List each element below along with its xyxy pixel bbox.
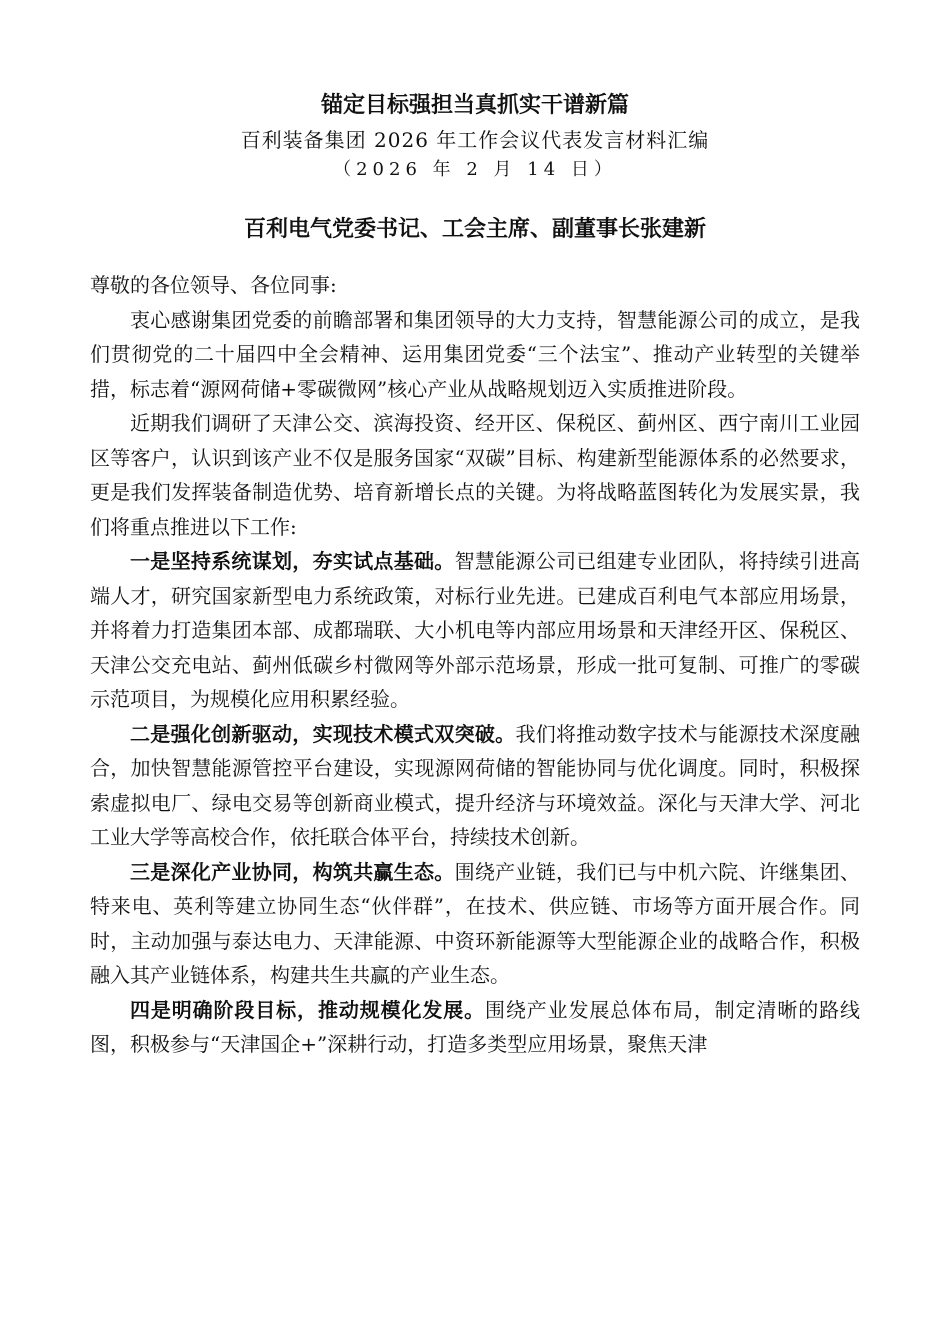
- paragraph-thanks: 衷心感谢集团党委的前瞻部署和集团领导的大力支持，智慧能源公司的成立，是我们贯彻党的二十届四中全会精神、运用集团党委“三个法宝”、推动产业转型的关键举措，标志着“源网荷储+零碳微网”核心产业从战略规划迈入实质推进阶段。: [90, 307, 860, 401]
- paragraph-point-three: [90, 855, 860, 993]
- salutation: 尊敬的各位领导、各位同事:: [90, 273, 337, 297]
- speaker-heading: 百利电气党委书记、工会主席、副董事长张建新: [243, 216, 706, 242]
- point-four-text: 围绕产业发展总体布局，制定清晰的路线图，积极参与“天津国企+”深耕行动，打造多类型应用场景，聚焦天津: [90, 997, 860, 1056]
- point-two-text: 我们将推动数字技术与能源技术深度融合，加快智慧能源管控平台建设，实现源网荷储的智能协同与优化调度。同时，积极探索虚拟电厂、绿电交易等创新商业模式，提升经济与环境效益。深化与天津大学、河北工业大学等高校合作，依托联合体平台，持续技术创新。: [90, 721, 861, 849]
- point-one-lead: 一是坚持系统谋划，夯实试点基础。: [130, 549, 455, 573]
- point-three-text: 围绕产业链，我们已与中机六院、许继集团、特来电、英利等建立协同生态“伙伴群”，在技术、供应链、市场等方面开展合作。同时，主动加强与泰达电力、天津能源、中资环新能源等大型能源企业的战略合作，积极融入其产业链体系，构建共生共赢的产业生态。: [90, 859, 861, 987]
- point-three-lead: 三是深化产业协同，构筑共赢生态。: [130, 859, 455, 884]
- point-four-lead: 四是明确阶段目标，推动规模化发展。: [130, 997, 485, 1022]
- paragraph-point-four: [90, 993, 860, 1062]
- paragraph-point-two: [90, 717, 860, 855]
- point-two-lead: 二是强化创新驱动，实现技术模式双突破。: [130, 721, 516, 746]
- speech-body: [90, 268, 860, 1062]
- paragraph-research: 近期我们调研了天津公交、滨海投资、经开区、保税区、蓟州区、西宁南川工业园区等客户，认识到该产业不仅是服务国家“双碳”目标、构建新型能源体系的必然要求，更是我们发挥装备制造优势、培育新增长点的关键。为将战略蓝图转化为发展实景，我们将重点推进以下工作:: [90, 411, 860, 539]
- document-date: （2026 年 2 月 14 日）: [333, 159, 617, 180]
- document-subtitle: 百利装备集团 2026 年工作会议代表发言材料汇编: [240, 128, 710, 152]
- point-one-text: 智慧能源公司已组建专业团队，将持续引进高端人才，研究国家新型电力系统政策，对标行业先进。已建成百利电气本部应用场景，并将着力打造集团本部、成都瑞联、大小机电等内部应用场景和天津经开区、保税区、天津公交充电站、蓟州低碳乡村微网等外部示范场景，形成一批可复制、可推广的零碳示范项目，为规模化应用积累经验。: [90, 549, 861, 711]
- paragraph-point-one: [90, 544, 860, 717]
- document-title: 锚定目标强担当真抓实干谱新篇: [320, 92, 629, 118]
